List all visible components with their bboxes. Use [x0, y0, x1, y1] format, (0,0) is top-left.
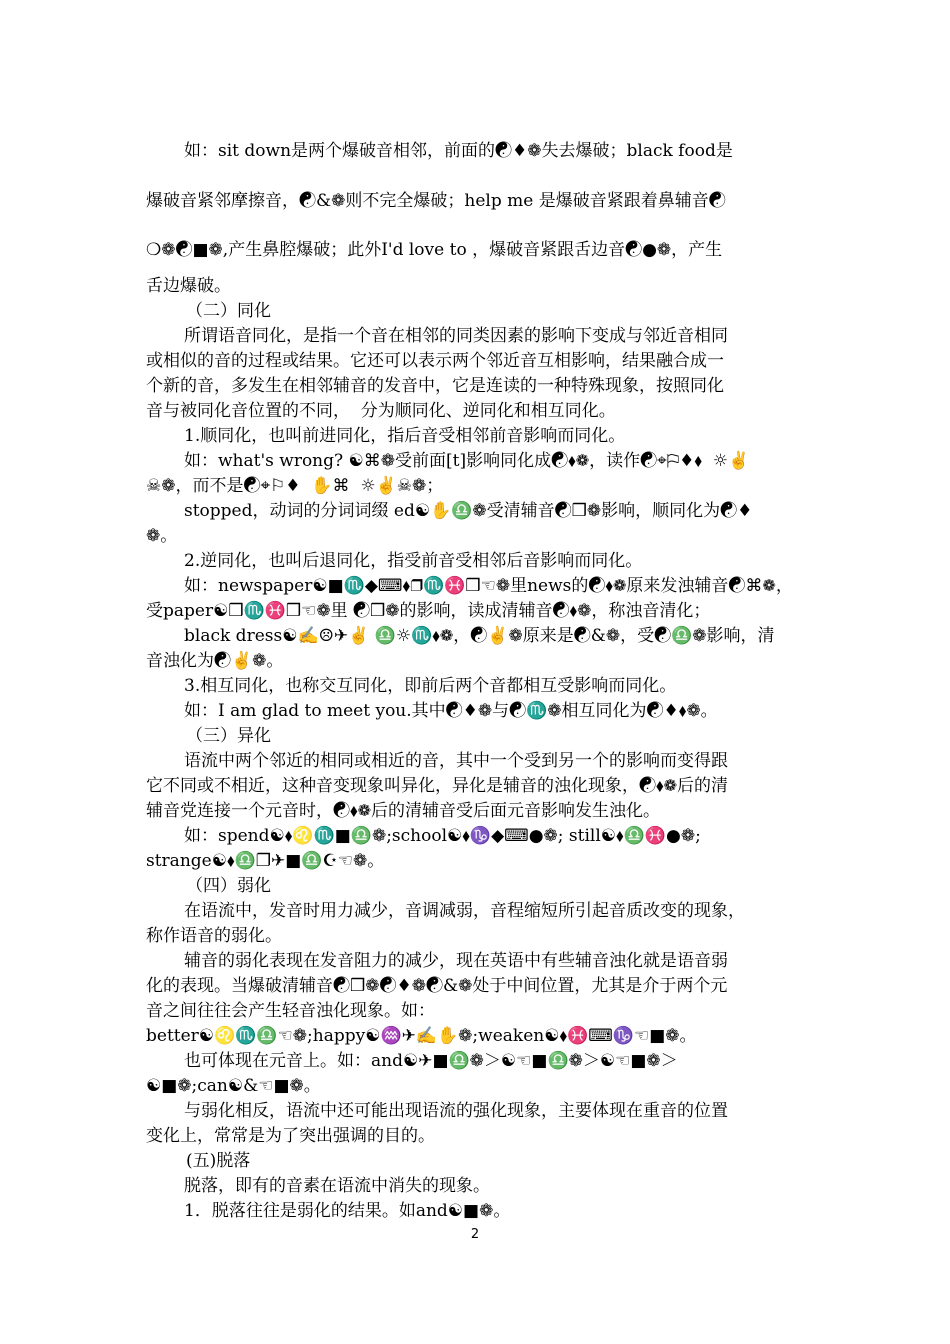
paragraph-line: strange☯⬧♎❐✈■♎☪☜❁。 [146, 851, 385, 871]
paragraph-line: 与弱化相反，语流中还可能出现语流的强化现象，主要体现在重音的位置 [184, 1101, 728, 1121]
page-number: 2 [470, 1227, 480, 1242]
paragraph-line: 如：newspaper☯■♏◆⌨⬧❒♏♓❒☜❁里news的☯⬧❁原来发浊辅音☯⌘❁， [184, 576, 793, 596]
paragraph-line: 音浊化为☯✌❁。 [146, 651, 284, 671]
paragraph-line: ❍❁☯■❁,产生鼻腔爆破；此外I'd love to ，爆破音紧跟舌边音☯●❁，产生 [146, 240, 723, 260]
paragraph-line: 称作语音的弱化。 [146, 926, 282, 946]
section-heading: (五)脱落 [186, 1151, 251, 1171]
paragraph-line: 也可体现在元音上。如：and☯✈■♎❁＞☯☜■♎❁＞☯☜■❁＞ [184, 1051, 678, 1071]
paragraph-line: 1．脱落往往是弱化的结果。如and☯■❁。 [184, 1201, 511, 1221]
paragraph-line: 它不同或不相近，这种音变现象叫异化，异化是辅音的浊化现象，☯⬧❁后的清 [146, 776, 729, 796]
paragraph-line: 个新的音，多发生在相邻辅音的发音中，它是连读的一种特殊现象，按照同化 [146, 376, 724, 396]
paragraph-line: 如：I am glad to meet you.其中☯♦❁与☯♏❁相互同化为☯♦⬧❁。 [184, 701, 718, 721]
paragraph-line: 脱落，即有的音素在语流中消失的现象。 [184, 1176, 490, 1196]
paragraph-line: ☯■❁;can☯&☜■❁。 [146, 1076, 321, 1096]
paragraph-line: ☠❁，而不是☯⌖⚐♦ ✋⌘ ☼✌☠❁； [146, 476, 444, 496]
paragraph-line: 辅音党连接一个元音时，☯⬧❁后的清辅音受后面元音影响发生浊化。 [146, 801, 661, 821]
section-heading: （三）异化 [186, 726, 271, 746]
paragraph-line: 如：what's wrong? ☯⌘❁受前面[t]影响同化成☯⬧❁，读作☯⌖⚐♦⬧ ☼✌ [184, 451, 750, 471]
paragraph-line: better☯♌♏♎☜❁;happy☯♒✈✍✋❁;weaken☯⬧♓⌨♑☜■❁。 [146, 1026, 697, 1046]
paragraph-line: 受paper☯❒♏♓❒☜❁里 ☯❒❁的影响，读成清辅音☯⬧❁，称浊音清化； [146, 601, 711, 621]
paragraph-line: 辅音的弱化表现在发音阻力的减少，现在英语中有些辅音浊化就是语音弱 [184, 951, 728, 971]
paragraph-line: 如：sit down是两个爆破音相邻，前面的☯♦❁失去爆破；black food是 [184, 141, 733, 161]
paragraph-line: 2.逆同化，也叫后退同化，指受前音受相邻后音影响而同化。 [184, 551, 643, 571]
paragraph-line: stopped，动词的分词词缀 ed☯✋♎❁受清辅音☯❒❁影响，顺同化为☯♦ [184, 501, 753, 521]
paragraph-line: 在语流中，发音时用力减少，音调减弱，音程缩短所引起音质改变的现象， [184, 901, 745, 921]
paragraph-line: 语流中两个邻近的相同或相近的音，其中一个受到另一个的影响而变得跟 [184, 751, 728, 771]
paragraph-line: 如：spend☯⬧♌♏■♎❁;school☯⬧♑◆⌨●❁; still☯⬧♎♓●❁; [184, 826, 701, 846]
section-heading: （二）同化 [186, 301, 271, 321]
paragraph-line: ❁。 [146, 526, 178, 546]
paragraph-line: 化的表现。当爆破清辅音☯❒❁☯♦❁☯&❁处于中间位置，尤其是介于两个元 [146, 976, 728, 996]
paragraph-line: 音与被同化音位置的不同， 分为顺同化、逆同化和相互同化。 [146, 401, 616, 421]
paragraph-line: 3.相互同化，也称交互同化，即前后两个音都相互受影响而同化。 [184, 676, 677, 696]
paragraph-line: 或相似的音的过程或结果。它还可以表示两个邻近音互相影响，结果融合成一 [146, 351, 724, 371]
paragraph-line: black dress☯✍☹✈✌ ♎☼♏⬧❁，☯✌❁原来是☯&❁，受☯♎❁影响，清 [184, 626, 775, 646]
paragraph-line: 所谓语音同化，是指一个音在相邻的同类因素的影响下变成与邻近音相同 [184, 326, 728, 346]
section-heading: （四）弱化 [186, 876, 271, 896]
paragraph-line: 音之间往往会产生轻音浊化现象。如： [146, 1001, 435, 1021]
paragraph-line: 变化上，常常是为了突出强调的目的。 [146, 1126, 435, 1146]
paragraph-line: 1.顺同化，也叫前进同化，指后音受相邻前音影响而同化。 [184, 426, 626, 446]
paragraph-line: 爆破音紧邻摩擦音，☯&❁则不完全爆破；help me 是爆破音紧跟着鼻辅音☯ [146, 191, 726, 211]
paragraph-line: 舌边爆破。 [146, 276, 231, 296]
